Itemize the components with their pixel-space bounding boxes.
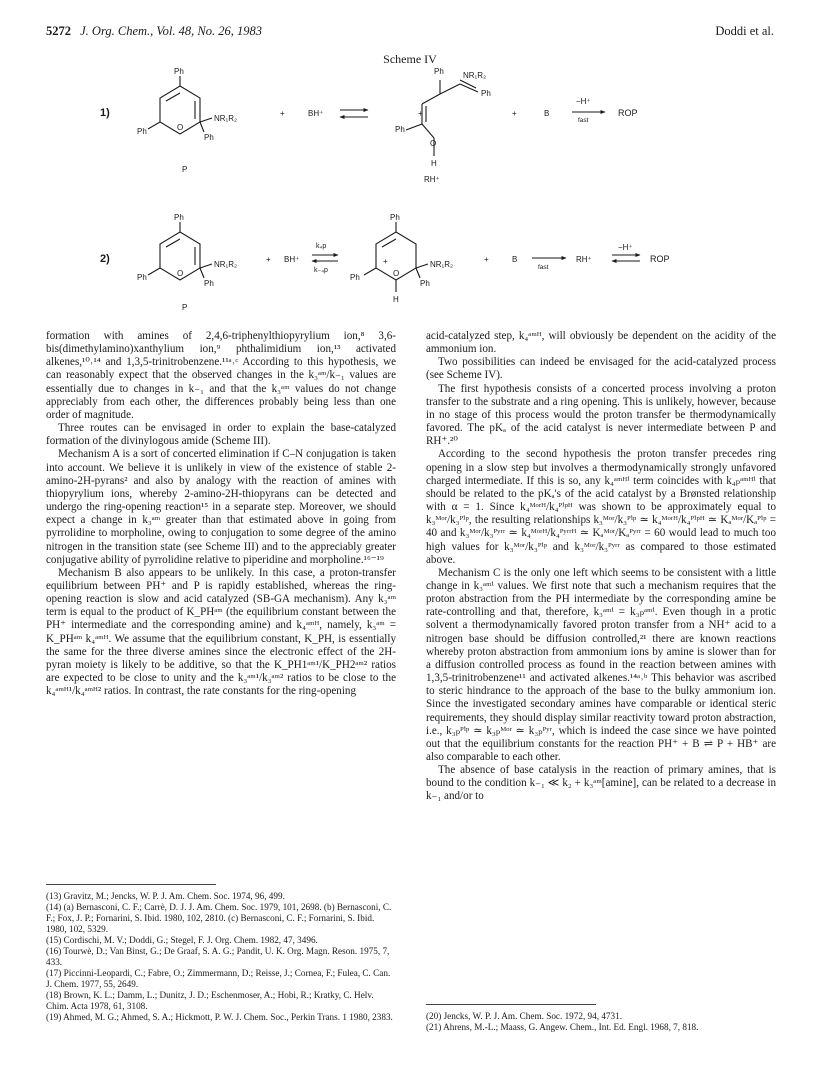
equilibrium-arrow-row2 [312, 255, 338, 261]
reference-item: (13) Gravitz, M.; Jencks, W. P. J. Am. Chem. Soc. 1974, 96, 499. [46, 891, 285, 901]
base-b-label: B [512, 255, 518, 264]
ph-label: Ph [350, 273, 360, 282]
charge-plus: + [418, 109, 423, 118]
reference-item: (15) Cordischi, M. V.; Doddi, G.; Stegel, F. J. Org. Chem. 1982, 47, 3496. [46, 935, 318, 945]
base-b-label: B [544, 109, 550, 118]
hydrogen-label: H [431, 159, 437, 168]
equilibrium-arrow-row1 [340, 110, 368, 117]
nr1r2-label: NR₁R₂ [463, 71, 487, 80]
rop-product-label: ROP [618, 108, 638, 118]
k4p-label: k₄p [316, 243, 327, 250]
row2-number: 2) [100, 253, 110, 265]
oxygen-label: O [177, 269, 184, 278]
reference-item: (20) Jencks, W. P. J. Am. Chem. Soc. 1972, 94, 4731. [426, 1011, 623, 1021]
header-left [46, 24, 262, 39]
plus-sign: + [266, 255, 271, 264]
ph-label: Ph [204, 133, 214, 142]
paragraph: Mechanism C is the only one left which seems to be consistent with a little change in k₃ᵃᵐⁱ values. We first note that such a mechanism requires that the proton abstraction from the PH intermediate by the corresponding amine be rate-controlling and that, therefore, k₃ᵃᵐⁱ = k₃ₚᵃᵐⁱ. Even though in a protic solvent a thermodynamically favored proton transfer from a NH⁺ acid to a nitrogen base should be diffusion controlled,²¹ there are known reactions whereby proton abstraction from ammonium ions by amine is slower than for a diffusion controlled process as found in the reaction between amines with 1,3,5-trinitrobenzene¹¹ and activated alkenes.¹⁴ᵃ˒ᵇ This behavior was ascribed to steric hindrance to the approach of the base to the bulky ammonium ion. Since the investigated secondary amines have comparable or identical steric requirements, they should display similar reactivity toward proton abstraction, i.e., k₃ₚᴾⁱᵖ ≃ k₃ₚᴹᵒʳ ≃ k₃ₚᴾʸʳ, which is indeed the case since we have pointed out that the equilibrium constants for the reaction PH⁺ + B ⇌ P + HB⁺ are also comparable to each other. [426, 566, 776, 763]
paragraph: Three routes can be envisaged in order to explain the base-catalyzed formation of the divinylogous amide (Scheme III). [46, 422, 396, 448]
ph-label: Ph [204, 279, 214, 288]
ph-label: Ph [137, 127, 147, 136]
ph-label: Ph [174, 213, 184, 222]
protonated-pyran-ph-plus [364, 222, 428, 292]
paragraph: Mechanism B also appears to be unlikely. In this case, a proton-transfer equilibrium between PH⁺ and P is rapidly established, whereas the ring-opening reaction is slow and acid catalyzed (SB-GA mechanism). Any k₃ᵃᵐ term is equal to the product of K_PHᵃᵐ (the equilibrium constant between the PH⁺ intermediate and the corresponding amine) and k₄ᵃᵐᴴ, namely, k₃ᵃᵐ = K_PHᵃᵐ k₄ᵃᵐᴴ. We assume that the equilibrium constant, K_PH, is essentially the same for the three diverse amines since the electronic effect of the 2H-pyran moiety is likely to be additive, so that the K_PH1ᵃᵐ¹/K_PH2ᵃᵐ² ratios are expected to be close to unity and the k₃ᵃᵐ¹/k₃ᵃᵐ² ratios to be close to the k₄ᵃᵐᴴ¹/k₄ᵃᵐᴴ² ratios. In contrast, the rate constants for the ring-opening [46, 566, 396, 698]
rh-plus-label: RH⁺ [576, 255, 592, 264]
ph-label: Ph [395, 125, 405, 134]
left-column-text [46, 330, 396, 698]
charge-plus: + [383, 257, 388, 266]
hydrogen-label: H [393, 295, 399, 304]
compound-label-p: P [182, 165, 188, 174]
footnotes-right [426, 1004, 776, 1033]
fast-label: fast [578, 117, 589, 124]
k-minus4p-label: k₋₄p [314, 267, 328, 274]
minus-h-label: −H⁺ [618, 243, 633, 252]
journal-citation: J. Org. Chem., Vol. 48, No. 26, 1983 [80, 24, 262, 38]
reference-item: (14) (a) Bernasconi, C. F.; Carrè, D. J. J. Am. Chem. Soc. 1979, 101, 2698. (b) Bernasconi, C. F.; Fox, J. P.; Fornarini, S. Ibid. 1980, 102, 2810. (c) Bernasconi, C. F.; Fornarini, S. Ibid. 1980, 102, 5329. [46, 902, 392, 934]
paragraph: According to the second hypothesis the proton transfer precedes ring opening in a slow step but involves a thermodynamically strongly unfavored charged intermediate. If this is so, any k₄ᵃᵐᴴⁱ term coincides with k₄ₚᵃᵐᴴⁱ that should be related to the pKₐ's of the acid catalyst by a Brønsted relationship with α = 1. Since k₄ᴹᵒʳᴴ/k₄ᴾⁱᵖᴴ was shown to be approximately equal to k₃ᴹᵒʳ/k₃ᴾⁱᵖ, the resulting relationships k₃ᴹᵒʳ/k₃ᴾⁱᵖ ≃ k₄ᴹᵒʳᴴ/k₄ᴾⁱᵖᴴ ≃ Kₐᴹᵒʳ/Kₐᴾⁱᵖ = 40 and k₃ᴹᵒʳ/k₃ᴾʸʳʳ ≃ k₄ᴹᵒʳᴴ/k₄ᴾʸʳʳᴴ ≃ Kₐᴹᵒʳ/Kₐᴾʸʳʳ = 60 would lead to much too high values for k₃ᴹᵒʳ/k₃ᴾⁱᵖ and k₃ᴹᵒʳ/k₃ᴾʸʳʳ as compared to those estimated above. [426, 448, 776, 566]
row1-number: 1) [100, 107, 110, 119]
nr1r2-label: NR₁R₂ [430, 260, 454, 269]
rop-product-label: ROP [650, 254, 670, 264]
ph-label: Ph [390, 213, 400, 222]
paragraph: Two possibilities can indeed be envisaged for the acid-catalyzed process (see Scheme IV). [426, 356, 776, 382]
ph-label: Ph [137, 273, 147, 282]
paragraph: acid-catalyzed step, k₄ᵃᵐᴴ, will obviously be dependent on the acidity of the ammonium ion. [426, 330, 776, 356]
right-column-text [426, 330, 776, 804]
nr1r2-label: NR₁R₂ [214, 260, 238, 269]
reaction-scheme [100, 68, 740, 318]
nr1r2-label: NR₁R₂ [214, 114, 238, 123]
reference-item: (16) Tourwè, D.; Van Binst, G.; De Graaf, S. A. G.; Pandit, U. K. Org. Magn. Reson. 1975, 7, 433. [46, 946, 390, 967]
page-header [46, 24, 774, 42]
plus-sign: + [512, 109, 517, 118]
scheme-title: Scheme IV [383, 52, 437, 66]
paragraph: Mechanism A is a sort of concerted elimination if C–N conjugation is taken into account. We believe it is unlikely in view of the existence of stable 2-amino-2H-pyrans² and also by analogy with the reaction of amines with thiopyrylium ions, whereby 2-amino-2H-thiopyrans can be detected and undergo the ring-opening reaction¹⁵ in a separate step. Moreover, we should expect a change in k₃ᵃᵐ greater than that estimated above in going from pyrrolidine to morpholine, owing to conjugation to some degree of the amino nitrogen in the transition state (see Scheme III) and to the appreciably greater conjugative ability of pyrrolidine relative to piperidine and morpholine.¹⁶⁻¹⁹ [46, 448, 396, 566]
acid-bh-label: BH⁺ [284, 255, 300, 264]
rh-plus-label: RH⁺ [424, 175, 440, 184]
oxygen-label: O [430, 139, 437, 148]
minus-h-label: −H⁺ [576, 97, 591, 106]
ph-label: Ph [434, 68, 444, 76]
paragraph: formation with amines of 2,4,6-triphenylthiopyrylium ion,⁸ 3,6-bis(dimethylamino)xanthylium ion,⁹ phthalimidium ion,¹³ activated alkenes,¹⁰˒¹⁴ and 1,3,5-trinitrobenzene.¹¹ᵃ˒ᶜ According to this hypothesis, we can reasonably expect that the observed changes in the k₃ᵃᵐ/k₋₁ values are essentially due to changes in k₋₁ and that the k₃ᵃᵐ values do not change appreciably from each other, the differences probably being less than one order of magnitude. [46, 330, 396, 421]
footnote-rule [426, 1004, 596, 1005]
reference-item: (17) Piccinni-Leopardi, C.; Fabre, O.; Zimmermann, D.; Reisse, J.; Cornea, F.; Fulea, C. Can. J. Chem. 1977, 55, 2649. [46, 968, 391, 989]
reference-item: (21) Ahrens, M.-L.; Maass, G. Angew. Chem., Int. Ed. Engl. 1968, 7, 818. [426, 1022, 699, 1032]
oxygen-label: O [393, 269, 400, 278]
paragraph: The absence of base catalysis in the reaction of primary amines, that is bound to the condition k₋₁ ≪ k₂ + k₃ᵃᵐ[amine], can be related to a decrease in k₋₁ and/or to [426, 764, 776, 803]
footnote-rule [46, 884, 216, 885]
ph-label: Ph [420, 279, 430, 288]
ph-label: Ph [481, 89, 491, 98]
compound-label-p: P [182, 303, 188, 312]
reference-item: (18) Brown, K. L.; Damm, L.; Dunitz, J. D.; Eschenmoser, A.; Hobi, R.; Kratky, C. Helv. Chim. Acta 1978, 61, 3108. [46, 990, 374, 1011]
plus-sign: + [484, 255, 489, 264]
acid-bh-label: BH⁺ [308, 109, 324, 118]
oxygen-label: O [177, 123, 184, 132]
ring-opened-cation-row1 [406, 80, 478, 156]
page-number: 5272 [46, 24, 71, 38]
paragraph: The first hypothesis consists of a concerted process involving a proton transfer to the substrate and a ring opening. This is unlikely, however, because in no stage of this process would the proton transfer be thermodynamically favored. The pKₐ of the acid catalyst is never intermediate between P and RH⁺.²⁰ [426, 382, 776, 448]
fast-label: fast [538, 264, 549, 271]
plus-sign: + [280, 109, 285, 118]
ph-label: Ph [174, 68, 184, 76]
reference-item: (19) Ahmed, M. G.; Ahmed, S. A.; Hickmott, P. W. J. Chem. Soc., Perkin Trans. 1 1980, 2383. [46, 1012, 393, 1022]
running-authors: Doddi et al. [715, 24, 774, 38]
equilibrium-arrow-final [612, 255, 640, 261]
footnotes-left [46, 884, 396, 1023]
